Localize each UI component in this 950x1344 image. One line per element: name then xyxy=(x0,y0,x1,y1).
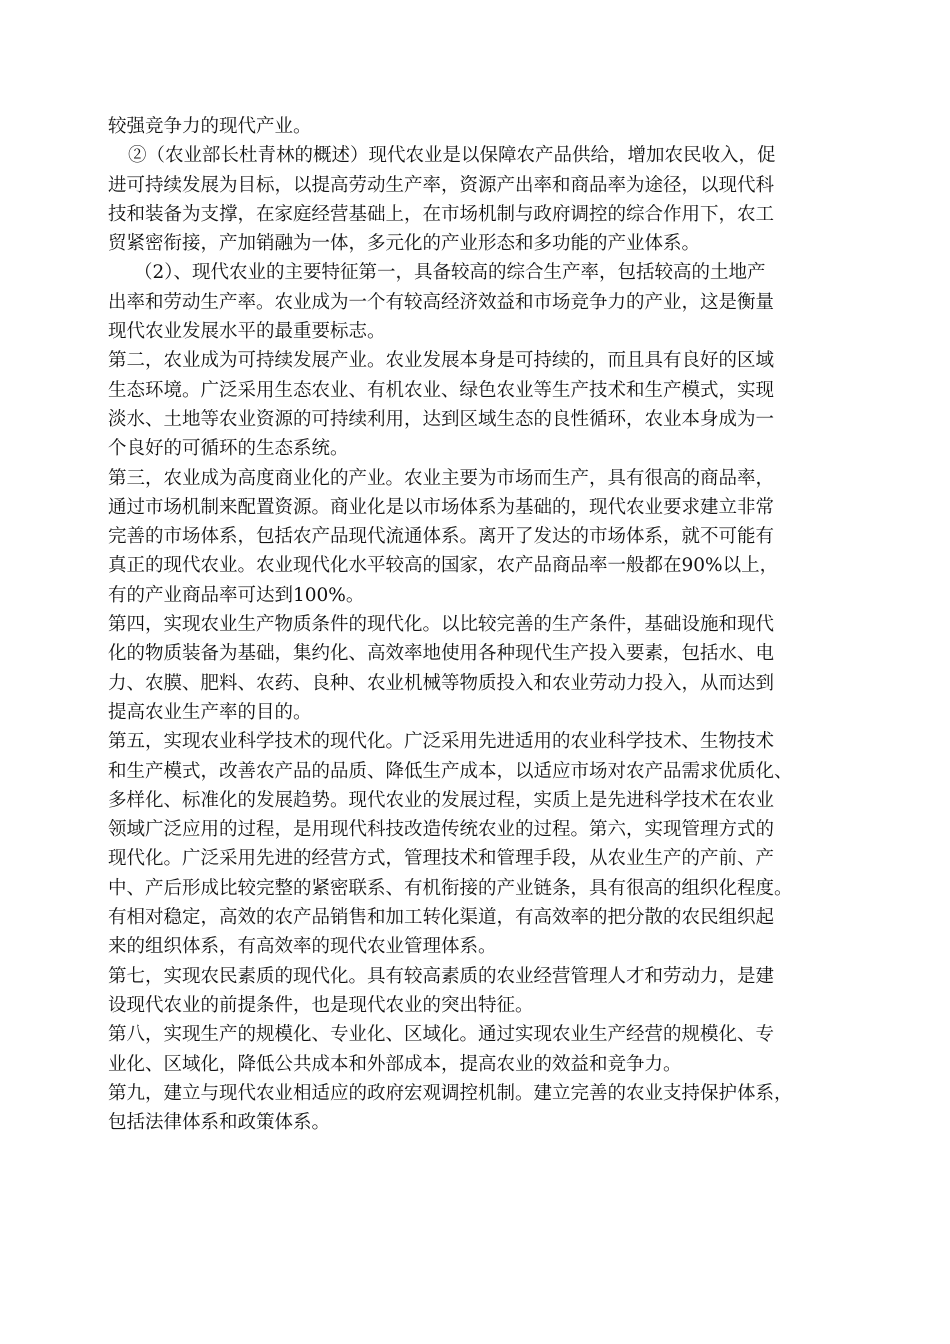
text-line: 真正的现代农业。农业现代化水平较高的国家，农产品商品率一般都在90%以上， xyxy=(108,555,779,577)
text-line: 现代化。广泛采用先进的经营方式，管理技术和管理手段，从农业生产的产前、产 xyxy=(108,848,775,870)
text-line: 现代农业发展水平的最重要标志。 xyxy=(108,321,386,343)
text-line: 进可持续发展为目标，以提高劳动生产率，资源产出率和商品率为途径，以现代科 xyxy=(108,174,775,196)
text-line: 第五，实现农业科学技术的现代化。广泛采用先进适用的农业科学技术、生物技术 xyxy=(108,731,775,753)
text-line: 完善的市场体系，包括农产品现代流通体系。离开了发达的市场体系，就不可能有 xyxy=(108,526,775,548)
text-line: 设现代农业的前提条件，也是现代农业的突出特征。 xyxy=(108,994,534,1016)
text-line: 多样化、标准化的发展趋势。现代农业的发展过程，实质上是先进科学技术在农业 xyxy=(108,789,775,811)
text-line: 力、农膜、肥料、农药、良种、农业机械等物质投入和农业劳动力投入，从而达到 xyxy=(108,672,775,694)
text-line: 第二，农业成为可持续发展产业。农业发展本身是可持续的，而且具有良好的区域 xyxy=(108,350,775,372)
text-line: 中、产后形成比较完整的紧密联系、有机衔接的产业链条，具有很高的组织化程度。 xyxy=(108,877,793,899)
text-line: 通过市场机制来配置资源。商业化是以市场体系为基础的，现代农业要求建立非常 xyxy=(108,496,775,518)
text-line: 第三，农业成为高度商业化的产业。农业主要为市场而生产，具有很高的商品率， xyxy=(108,467,775,489)
text-line: 领域广泛应用的过程，是用现代科技改造传统农业的过程。第六，实现管理方式的 xyxy=(108,819,775,841)
document-body xyxy=(108,112,843,1137)
text-line: 第八，实现生产的规模化、专业化、区域化。通过实现农业生产经营的规模化、专 xyxy=(108,1024,775,1046)
text-line: 贸紧密衔接，产加销融为一体，多元化的产业形态和多功能的产业体系。 xyxy=(108,233,701,255)
text-line: 较强竞争力的现代产业。 xyxy=(108,116,312,137)
text-line: （2）、现代农业的主要特征第一，具备较高的综合生产率，包括较高的土地产 xyxy=(134,262,766,284)
text-line: 提高农业生产率的目的。 xyxy=(108,701,312,723)
text-line: 化的物质装备为基础，集约化、高效率地使用各种现代生产投入要素，包括水、电 xyxy=(108,643,775,665)
text-line: 来的组织体系，有高效率的现代农业管理体系。 xyxy=(108,936,497,958)
text-line: 出率和劳动生产率。农业成为一个有较高经济效益和市场竞争力的产业，这是衡量 xyxy=(108,291,775,313)
text-line: 和生产模式，改善农产品的品质、降低生产成本，以适应市场对农产品需求优质化、 xyxy=(108,760,793,782)
text-line: 第七，实现农民素质的现代化。具有较高素质的农业经营管理人才和劳动力，是建 xyxy=(108,965,775,987)
text-line: 有相对稳定，高效的农产品销售和加工转化渠道，有高效率的把分散的农民组织起 xyxy=(108,907,775,929)
text-line: 业化、区域化，降低公共成本和外部成本，提高农业的效益和竞争力。 xyxy=(108,1053,682,1075)
text-line: ②（农业部长杜青林的概述）现代农业是以保障农产品供给，增加农民收入，促 xyxy=(128,145,776,167)
text-line: 包括法律体系和政策体系。 xyxy=(108,1112,331,1134)
text-line: 有的产业商品率可达到100%。 xyxy=(108,584,365,606)
text-line: 生态环境。广泛采用生态农业、有机农业、绿色农业等生产技术和生产模式，实现 xyxy=(108,379,775,401)
text-line: 第四，实现农业生产物质条件的现代化。以比较完善的生产条件，基础设施和现代 xyxy=(108,614,775,636)
text-line: 个良好的可循环的生态系统。 xyxy=(108,438,349,460)
text-line: 淡水、土地等农业资源的可持续利用，达到区域生态的良性循环，农业本身成为一 xyxy=(108,408,775,430)
text-line: 第九，建立与现代农业相适应的政府宏观调控机制。建立完善的农业支持保护体系， xyxy=(108,1082,793,1104)
text-line: 技和装备为支撑，在家庭经营基础上，在市场机制与政府调控的综合作用下，农工 xyxy=(108,203,775,225)
